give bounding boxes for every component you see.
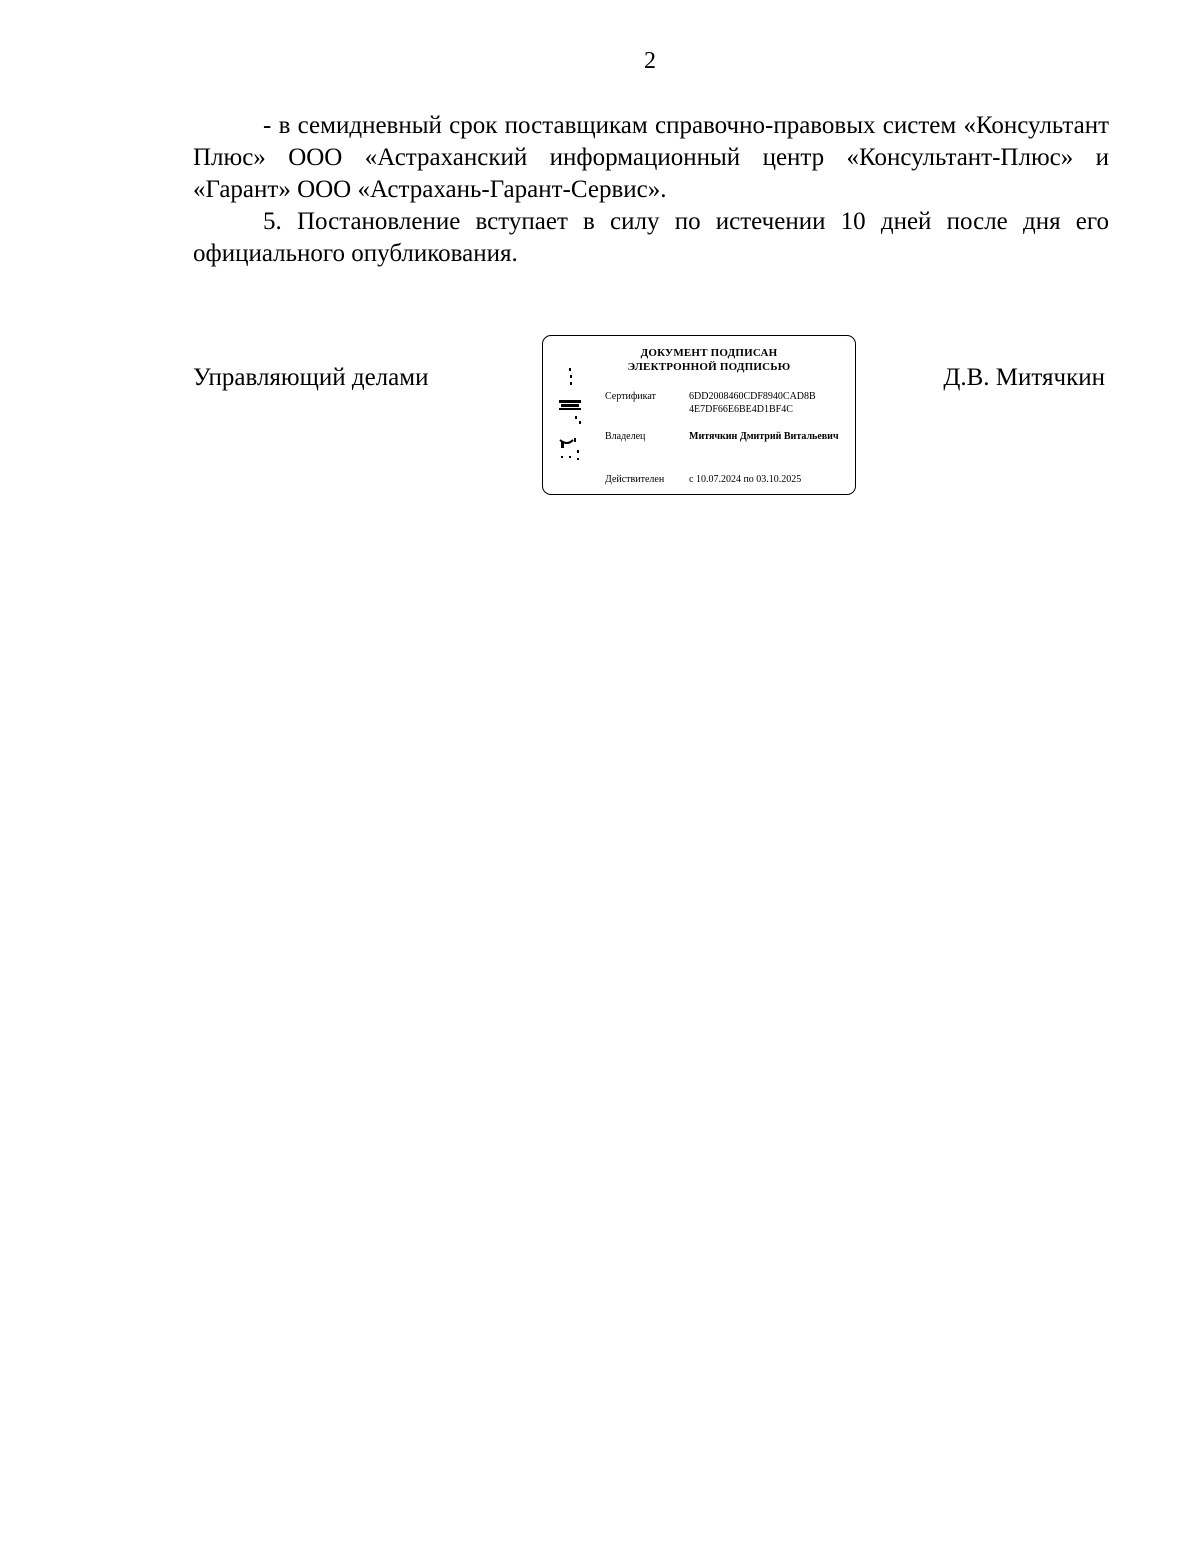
stamp-validity-value: с 10.07.2024 по 03.10.2025: [689, 474, 802, 485]
stamp-heading: [583, 346, 835, 374]
page-number: 2: [644, 48, 656, 74]
document-body: [193, 110, 1109, 270]
electronic-signature-stamp: [542, 335, 856, 495]
stamp-owner-row: [605, 430, 849, 443]
stamp-heading-line-2: ЭЛЕКТРОННОЙ ПОДПИСЬЮ: [627, 361, 791, 373]
stamp-owner-value: Митячкин Дмитрий Витальевич: [689, 431, 839, 442]
stamp-owner-label: Владелец: [605, 431, 646, 442]
paragraph-distribution: - в семидневный срок поставщикам справочно-правовых систем «Консультант Плюс» ООО «Астраханский информационный центр «Консультант-Плюс» и «Гарант» ООО «Астрахань-Гарант-Сервис».: [193, 112, 1109, 203]
signer-position: Управляющий делами: [193, 364, 429, 391]
stamp-validity-row: [605, 473, 849, 486]
coat-of-arms-icon: [557, 366, 585, 476]
stamp-heading-line-1: ДОКУМЕНТ ПОДПИСАН: [640, 347, 778, 359]
paragraph-effective-date: 5. Постановление вступает в силу по истечении 10 дней после дня его официального опубликования.: [193, 208, 1109, 267]
stamp-certificate-row: [605, 390, 849, 416]
stamp-validity-label: Действителен: [605, 474, 665, 485]
signer-name: Д.В. Митячкин: [943, 364, 1105, 391]
stamp-certificate-label: Сертификат: [605, 391, 656, 402]
stamp-certificate-value: 6DD2008460CDF8940CAD8B 4E7DF66E6BE4D1BF4C: [689, 391, 816, 415]
